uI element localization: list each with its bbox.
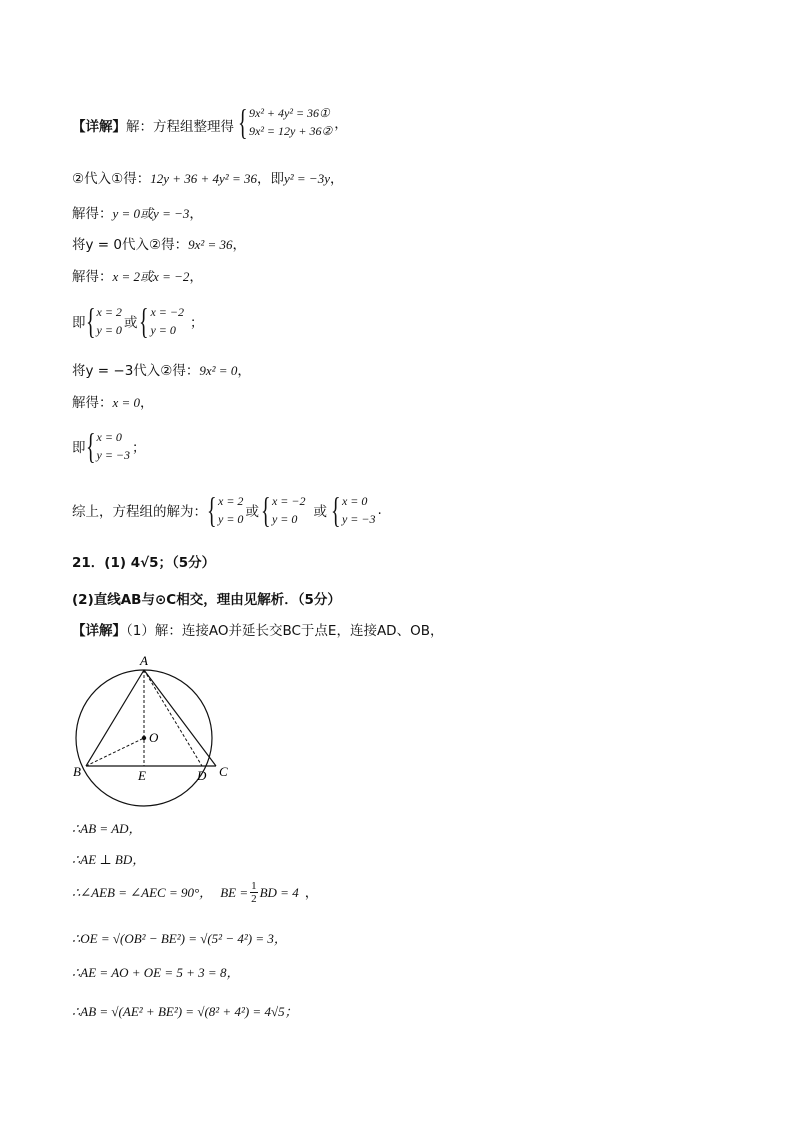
brace-icon: {: [139, 301, 149, 341]
proof-line-3: [72, 880, 318, 905]
brace-icon: {: [85, 301, 96, 341]
step-mid: ，即: [256, 171, 284, 187]
step-solve-x0: [72, 394, 154, 412]
system-row: x = 0: [96, 430, 122, 444]
label-b: B: [73, 764, 81, 779]
geometry-diagram: [72, 652, 242, 808]
equation: y = 0或y = −3: [112, 206, 190, 221]
step-y-neg3: [72, 362, 251, 380]
step-substitute: [72, 170, 343, 188]
system-row: y = 0: [218, 512, 244, 526]
center-point: [142, 736, 146, 740]
detail-label: 【详解】: [72, 623, 126, 639]
system-row: y = −3: [96, 448, 131, 462]
equation: x = 0: [112, 395, 141, 410]
step-prefix: 将y = 0代入②得：: [72, 237, 189, 253]
summary-prefix: 综上，方程组的解为：: [72, 504, 207, 520]
q21-answer-2: [72, 591, 341, 609]
semicolon: ；: [189, 315, 204, 331]
q21-answer-1: [72, 554, 215, 572]
system-row-2: 9x² = 12y + 36②: [249, 124, 333, 138]
detail-label: 【详解】: [72, 119, 126, 135]
label-e: E: [138, 768, 146, 783]
proof-text: ∴∠AEB = ∠AEC = 90°，: [72, 884, 213, 900]
comma: ，: [189, 206, 203, 222]
fraction: [250, 880, 258, 905]
step-solve-y: [72, 205, 203, 223]
proof-text: BD = 4: [259, 884, 299, 900]
equation: y² = −3y: [283, 171, 330, 186]
step-prefix: 即: [72, 315, 86, 331]
comma: ，: [304, 884, 319, 901]
brace-icon: {: [85, 426, 96, 466]
brace-icon: {: [238, 102, 248, 142]
system-row: x = −2: [150, 305, 184, 319]
detail-text: （1）解：连接AO并延长交BC于点E，连接AD、OB，: [126, 623, 444, 639]
or-word: 或: [123, 315, 138, 331]
proof-text: BE =: [220, 884, 249, 900]
label-a: A: [140, 653, 148, 668]
solution-pair-1: [72, 303, 203, 339]
system-row: x = −2: [271, 494, 306, 508]
proof-line-1: ∴AB = AD，: [72, 821, 142, 836]
step-prefix: 解得：: [72, 395, 113, 411]
equation-system-1: [238, 104, 348, 140]
period: .: [377, 502, 382, 518]
system-row: x = 2: [96, 305, 122, 319]
step-prefix: 解得：: [72, 269, 113, 285]
step-prefix: ②代入①得：: [72, 171, 151, 187]
step-solve-x: [72, 268, 203, 286]
comma: ，: [232, 237, 247, 253]
or-word: 或: [245, 504, 259, 520]
equation: 12y + 36 + 4y² = 36: [150, 171, 257, 186]
proof-line-4: ∴OE = √(OB² − BE²) = √(5² − 4²) = 3，: [72, 931, 287, 946]
comma: ，: [237, 363, 251, 379]
step-prefix: 将y = −3代入②得：: [72, 363, 200, 379]
label-d: D: [197, 768, 207, 783]
proof-line-2: ∴AE ⊥ BD，: [72, 852, 146, 867]
answer-part-2: (2)直线AB与⊙C相交，理由见解析．（5分）: [72, 592, 341, 608]
step-prefix: 即: [72, 440, 86, 456]
answer-part-1: (1) 4√5；（5分）: [104, 555, 216, 571]
equation: 9x² = 0: [199, 363, 238, 378]
step-prefix: 解得：: [72, 206, 113, 222]
question-number: 21．: [72, 555, 105, 571]
system-row: x = 2: [218, 494, 244, 508]
comma: ，: [189, 269, 203, 285]
fraction-numerator: 1: [251, 880, 257, 892]
detail-line-2: [72, 622, 443, 640]
equation: x = 2或x = −2: [112, 269, 190, 284]
equation: 9x² = 36: [188, 237, 233, 252]
brace-icon: {: [260, 490, 271, 530]
fraction-denominator: 2: [251, 893, 257, 905]
system-row: x = 0: [341, 494, 368, 508]
system-row-1: 9x² + 4y² = 36①: [249, 106, 330, 120]
label-o: O: [149, 730, 159, 745]
detail-text: 解：方程组整理得: [126, 119, 234, 135]
solution-pair-2: [72, 428, 146, 464]
label-c: C: [219, 764, 228, 779]
or-word: 或: [313, 504, 327, 520]
system-row: y = −3: [341, 512, 376, 526]
step-y-zero: [72, 236, 246, 254]
summary-line: [72, 492, 382, 528]
comma: ，: [329, 171, 344, 187]
segment-ac: [144, 670, 216, 766]
brace-icon: {: [207, 490, 217, 530]
detail-line-1: [72, 118, 234, 136]
system-row: y = 0: [271, 512, 298, 526]
proof-line-5: ∴AE = AO + OE = 5 + 3 = 8，: [72, 965, 240, 980]
system-row: y = 0: [150, 323, 176, 337]
system-row: y = 0: [96, 323, 122, 337]
proof-line-6: ∴AB = √(AE² + BE²) = √(8² + 4²) = 4√5；: [72, 1004, 298, 1019]
comma: ，: [140, 395, 154, 411]
brace-icon: {: [330, 490, 341, 530]
semicolon: ；: [132, 440, 146, 456]
comma: ，: [334, 116, 348, 132]
segment-ad: [144, 670, 202, 766]
